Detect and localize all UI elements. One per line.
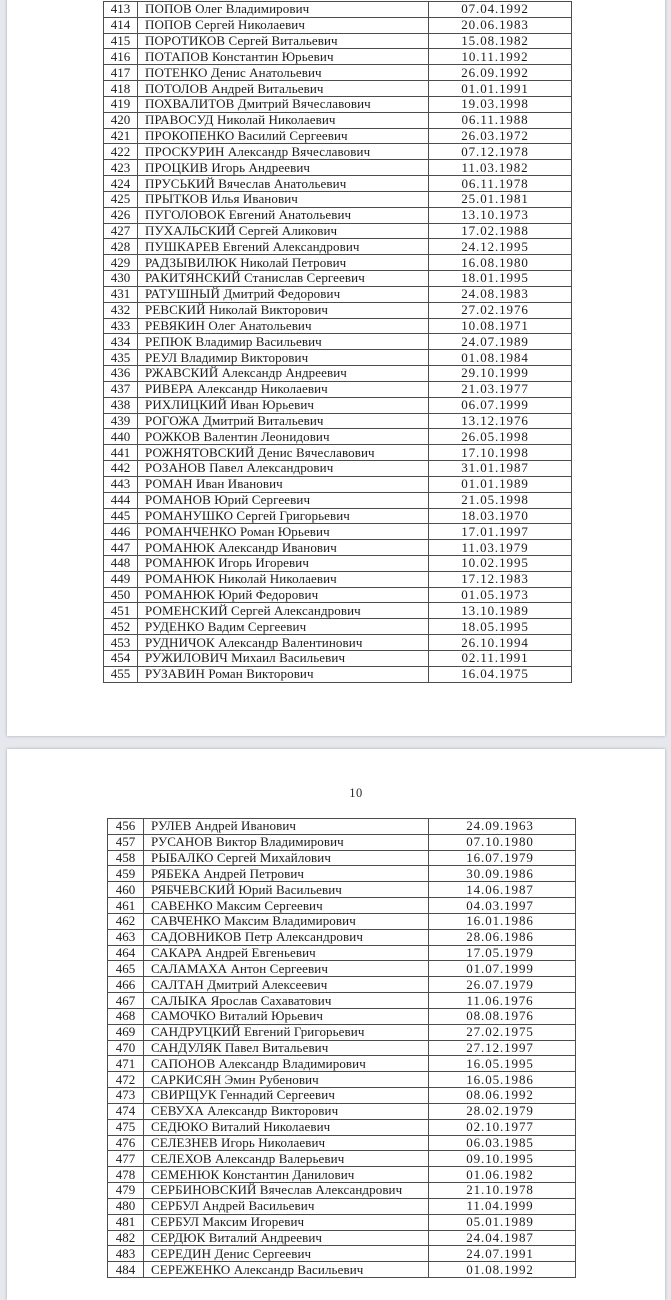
row-number-cell: 477 <box>108 1151 144 1167</box>
table-row <box>104 445 572 461</box>
row-number-cell: 457 <box>108 835 144 851</box>
table-row <box>104 509 572 525</box>
row-dob-cell: 15.08.1982 <box>429 34 572 50</box>
row-dob-cell: 01.05.1973 <box>429 588 572 604</box>
row-number-cell: 476 <box>108 1136 144 1152</box>
row-dob-cell: 16.05.1986 <box>429 1072 576 1088</box>
row-number-cell: 473 <box>108 1088 144 1104</box>
table-row <box>104 239 572 255</box>
row-name-cell: САНДРУЦКИЙ Евгений Григорьевич <box>144 1025 429 1041</box>
row-number-cell: 454 <box>104 651 138 667</box>
table-row <box>104 113 572 129</box>
row-name-cell: РОГОЖА Дмитрий Витальевич <box>138 414 429 430</box>
row-number-cell: 427 <box>104 224 138 240</box>
row-number-cell: 422 <box>104 144 138 160</box>
row-dob-cell: 07.10.1980 <box>429 835 576 851</box>
row-name-cell: САРКИСЯН Эмин Рубенович <box>144 1072 429 1088</box>
table-row <box>108 1009 576 1025</box>
row-name-cell: РАКИТЯНСКИЙ Станислав Сергеевич <box>138 271 429 287</box>
row-number-cell: 472 <box>108 1072 144 1088</box>
row-dob-cell: 30.09.1986 <box>429 866 576 882</box>
row-number-cell: 428 <box>104 239 138 255</box>
row-number-cell: 429 <box>104 255 138 271</box>
row-dob-cell: 27.02.1975 <box>429 1025 576 1041</box>
table-row <box>104 192 572 208</box>
row-dob-cell: 01.08.1992 <box>429 1262 576 1278</box>
table-row <box>104 651 572 667</box>
row-number-cell: 416 <box>104 49 138 65</box>
row-number-cell: 423 <box>104 160 138 176</box>
table-row <box>108 977 576 993</box>
row-name-cell: САПОНОВ Александр Владимирович <box>144 1056 429 1072</box>
row-name-cell: ПУГОЛОВОК Евгений Анатольевич <box>138 208 429 224</box>
table-row <box>104 414 572 430</box>
row-dob-cell: 10.08.1971 <box>429 319 572 335</box>
row-dob-cell: 24.04.1987 <box>429 1231 576 1247</box>
row-name-cell: ПРОСКУРИН Александр Вячеславович <box>138 144 429 160</box>
table-row <box>104 144 572 160</box>
row-number-cell: 479 <box>108 1183 144 1199</box>
row-dob-cell: 24.07.1989 <box>429 334 572 350</box>
row-dob-cell: 13.12.1976 <box>429 414 572 430</box>
pdf-page-2 <box>7 749 665 1300</box>
row-dob-cell: 08.08.1976 <box>429 1009 576 1025</box>
table-row <box>108 898 576 914</box>
row-number-cell: 441 <box>104 445 138 461</box>
row-name-cell: СВИРЩУК Геннадий Сергеевич <box>144 1088 429 1104</box>
row-number-cell: 432 <box>104 303 138 319</box>
row-dob-cell: 01.01.1991 <box>429 81 572 97</box>
table-row <box>104 667 572 683</box>
table-row <box>108 1041 576 1057</box>
row-number-cell: 426 <box>104 208 138 224</box>
row-number-cell: 435 <box>104 350 138 366</box>
row-name-cell: РУДЕНКО Вадим Сергеевич <box>138 619 429 635</box>
row-number-cell: 468 <box>108 1009 144 1025</box>
row-number-cell: 452 <box>104 619 138 635</box>
row-name-cell: САВЕНКО Максим Сергеевич <box>144 898 429 914</box>
table-row <box>108 1136 576 1152</box>
row-name-cell: СЕЛЕХОВ Александр Валерьевич <box>144 1151 429 1167</box>
table-row <box>104 572 572 588</box>
row-dob-cell: 27.12.1997 <box>429 1041 576 1057</box>
row-name-cell: САЛЫКА Ярослав Сахаватович <box>144 993 429 1009</box>
row-number-cell: 443 <box>104 477 138 493</box>
row-dob-cell: 06.11.1978 <box>429 176 572 192</box>
table-row <box>104 382 572 398</box>
row-number-cell: 444 <box>104 493 138 509</box>
table-row <box>104 129 572 145</box>
row-name-cell: СЕРДЮК Виталий Андреевич <box>144 1231 429 1247</box>
row-number-cell: 424 <box>104 176 138 192</box>
row-name-cell: ПРОЦКИВ Игорь Андреевич <box>138 160 429 176</box>
table-row <box>104 224 572 240</box>
row-number-cell: 414 <box>104 18 138 34</box>
row-number-cell: 455 <box>104 667 138 683</box>
row-name-cell: СЕМЕНЮК Константин Данилович <box>144 1167 429 1183</box>
table-row <box>104 18 572 34</box>
row-dob-cell: 18.05.1995 <box>429 619 572 635</box>
row-name-cell: РОМАНЮК Игорь Игоревич <box>138 556 429 572</box>
table-row <box>104 208 572 224</box>
row-number-cell: 461 <box>108 898 144 914</box>
row-number-cell: 478 <box>108 1167 144 1183</box>
table-row <box>104 556 572 572</box>
row-number-cell: 446 <box>104 524 138 540</box>
table-row <box>104 635 572 651</box>
row-dob-cell: 24.09.1963 <box>429 819 576 835</box>
row-name-cell: СЕВУХА Александр Викторович <box>144 1104 429 1120</box>
row-dob-cell: 13.10.1973 <box>429 208 572 224</box>
row-dob-cell: 09.10.1995 <box>429 1151 576 1167</box>
table-row <box>104 2 572 18</box>
row-dob-cell: 16.05.1995 <box>429 1056 576 1072</box>
table-row <box>104 176 572 192</box>
row-name-cell: САКАРА Андрей Евгеньевич <box>144 946 429 962</box>
row-dob-cell: 26.07.1979 <box>429 977 576 993</box>
row-number-cell: 425 <box>104 192 138 208</box>
row-number-cell: 417 <box>104 65 138 81</box>
row-dob-cell: 25.01.1981 <box>429 192 572 208</box>
row-dob-cell: 06.07.1999 <box>429 398 572 414</box>
row-number-cell: 458 <box>108 851 144 867</box>
row-number-cell: 421 <box>104 129 138 145</box>
row-number-cell: 430 <box>104 271 138 287</box>
table-row <box>108 1183 576 1199</box>
row-number-cell: 482 <box>108 1231 144 1247</box>
table-row <box>108 1262 576 1278</box>
row-name-cell: РЫБАЛКО Сергей Михайлович <box>144 851 429 867</box>
row-dob-cell: 24.07.1991 <box>429 1246 576 1262</box>
table-row <box>104 524 572 540</box>
row-number-cell: 418 <box>104 81 138 97</box>
table-row <box>104 271 572 287</box>
row-dob-cell: 08.06.1992 <box>429 1088 576 1104</box>
row-dob-cell: 17.12.1983 <box>429 572 572 588</box>
table-row <box>108 1246 576 1262</box>
row-name-cell: РОМАНЮК Александр Иванович <box>138 540 429 556</box>
row-dob-cell: 19.03.1998 <box>429 97 572 113</box>
row-dob-cell: 16.08.1980 <box>429 255 572 271</box>
row-name-cell: РУЖИЛОВИЧ Михаил Васильевич <box>138 651 429 667</box>
table-row <box>104 461 572 477</box>
row-dob-cell: 31.01.1987 <box>429 461 572 477</box>
table-row <box>104 34 572 50</box>
table-row <box>108 946 576 962</box>
row-number-cell: 436 <box>104 366 138 382</box>
row-dob-cell: 27.02.1976 <box>429 303 572 319</box>
row-name-cell: РОМАН Иван Иванович <box>138 477 429 493</box>
row-dob-cell: 20.06.1983 <box>429 18 572 34</box>
table-row <box>108 866 576 882</box>
row-name-cell: ПРОКОПЕНКО Василий Сергеевич <box>138 129 429 145</box>
table-row <box>108 1167 576 1183</box>
table-row <box>108 1151 576 1167</box>
row-name-cell: РЖАВСКИЙ Александр Андреевич <box>138 366 429 382</box>
row-number-cell: 440 <box>104 429 138 445</box>
table-row <box>104 619 572 635</box>
row-name-cell: РУДНИЧОК Александр Валентинович <box>138 635 429 651</box>
row-name-cell: СЕРБУЛ Максим Игоревич <box>144 1215 429 1231</box>
row-number-cell: 471 <box>108 1056 144 1072</box>
row-dob-cell: 05.01.1989 <box>429 1215 576 1231</box>
row-number-cell: 460 <box>108 882 144 898</box>
row-name-cell: СЕРБУЛ Андрей Васильевич <box>144 1199 429 1215</box>
row-name-cell: РАДЗЫВИЛЮК Николай Петрович <box>138 255 429 271</box>
row-dob-cell: 01.08.1984 <box>429 350 572 366</box>
row-name-cell: ПОТОЛОВ Андрей Витальевич <box>138 81 429 97</box>
table-row <box>104 65 572 81</box>
table-row <box>108 1215 576 1231</box>
table-row <box>104 398 572 414</box>
row-dob-cell: 28.02.1979 <box>429 1104 576 1120</box>
row-dob-cell: 02.11.1991 <box>429 651 572 667</box>
row-name-cell: СЕРЕДИН Денис Сергеевич <box>144 1246 429 1262</box>
table-row <box>108 1120 576 1136</box>
row-number-cell: 481 <box>108 1215 144 1231</box>
table-row <box>108 914 576 930</box>
row-dob-cell: 07.12.1978 <box>429 144 572 160</box>
row-name-cell: РИВЕРА Александр Николаевич <box>138 382 429 398</box>
row-dob-cell: 11.03.1979 <box>429 540 572 556</box>
row-dob-cell: 24.08.1983 <box>429 287 572 303</box>
row-number-cell: 453 <box>104 635 138 651</box>
table-row <box>104 350 572 366</box>
table-row <box>104 319 572 335</box>
row-number-cell: 438 <box>104 398 138 414</box>
row-number-cell: 439 <box>104 414 138 430</box>
row-number-cell: 483 <box>108 1246 144 1262</box>
row-dob-cell: 26.09.1992 <box>429 65 572 81</box>
row-name-cell: РОМЕНСКИЙ Сергей Александрович <box>138 603 429 619</box>
row-name-cell: СЕДЮКО Виталий Николаевич <box>144 1120 429 1136</box>
table-row <box>104 160 572 176</box>
table-row <box>104 97 572 113</box>
row-name-cell: РУЗАВИН Роман Викторович <box>138 667 429 683</box>
table-row <box>104 588 572 604</box>
row-name-cell: РЕВЯКИН Олег Анатольевич <box>138 319 429 335</box>
row-name-cell: ПОРОТИКОВ Сергей Витальевич <box>138 34 429 50</box>
table-row <box>108 993 576 1009</box>
row-dob-cell: 26.05.1998 <box>429 429 572 445</box>
row-name-cell: РОЗАНОВ Павел Александрович <box>138 461 429 477</box>
row-dob-cell: 16.04.1975 <box>429 667 572 683</box>
row-name-cell: РОМАНОВ Юрий Сергеевич <box>138 493 429 509</box>
row-dob-cell: 26.03.1972 <box>429 129 572 145</box>
table-row <box>104 287 572 303</box>
row-name-cell: РЕВСКИЙ Николай Викторович <box>138 303 429 319</box>
row-number-cell: 456 <box>108 819 144 835</box>
row-dob-cell: 17.02.1988 <box>429 224 572 240</box>
table-row <box>108 1056 576 1072</box>
table-row <box>104 366 572 382</box>
row-number-cell: 465 <box>108 961 144 977</box>
row-dob-cell: 04.03.1997 <box>429 898 576 914</box>
row-name-cell: ПОХВАЛИТОВ Дмитрий Вячеславович <box>138 97 429 113</box>
row-dob-cell: 17.05.1979 <box>429 946 576 962</box>
row-dob-cell: 01.06.1982 <box>429 1167 576 1183</box>
roster-table-page-2 <box>107 818 576 1278</box>
row-number-cell: 480 <box>108 1199 144 1215</box>
table-row <box>108 1104 576 1120</box>
row-name-cell: САДОВНИКОВ Петр Александрович <box>144 930 429 946</box>
row-dob-cell: 18.03.1970 <box>429 509 572 525</box>
row-dob-cell: 21.10.1978 <box>429 1183 576 1199</box>
row-dob-cell: 26.10.1994 <box>429 635 572 651</box>
row-number-cell: 467 <box>108 993 144 1009</box>
row-number-cell: 449 <box>104 572 138 588</box>
row-dob-cell: 16.01.1986 <box>429 914 576 930</box>
row-number-cell: 464 <box>108 946 144 962</box>
row-name-cell: РУЛЕВ Андрей Иванович <box>144 819 429 835</box>
row-name-cell: РОЖНЯТОВСКИЙ Денис Вячеславович <box>138 445 429 461</box>
row-dob-cell: 21.03.1977 <box>429 382 572 398</box>
row-dob-cell: 17.10.1998 <box>429 445 572 461</box>
row-dob-cell: 18.01.1995 <box>429 271 572 287</box>
row-name-cell: ПУШКАРЕВ Евгений Александрович <box>138 239 429 255</box>
table-row <box>108 1199 576 1215</box>
row-name-cell: САЛАМАХА Антон Сергеевич <box>144 961 429 977</box>
row-number-cell: 462 <box>108 914 144 930</box>
row-name-cell: САНДУЛЯК Павел Витальевич <box>144 1041 429 1057</box>
table-row <box>108 851 576 867</box>
row-number-cell: 445 <box>104 509 138 525</box>
row-number-cell: 450 <box>104 588 138 604</box>
table-row <box>108 1025 576 1041</box>
row-name-cell: РОМАНЮК Юрий Федорович <box>138 588 429 604</box>
row-dob-cell: 21.05.1998 <box>429 493 572 509</box>
row-name-cell: РЯБЧЕВСКИЙ Юрий Васильевич <box>144 882 429 898</box>
row-dob-cell: 10.11.1992 <box>429 49 572 65</box>
row-number-cell: 431 <box>104 287 138 303</box>
row-dob-cell: 11.04.1999 <box>429 1199 576 1215</box>
row-number-cell: 469 <box>108 1025 144 1041</box>
table-row <box>108 961 576 977</box>
row-number-cell: 419 <box>104 97 138 113</box>
table-row <box>108 1072 576 1088</box>
table-row <box>104 255 572 271</box>
row-name-cell: РИХЛИЦКИЙ Иван Юрьевич <box>138 398 429 414</box>
table-row <box>108 819 576 835</box>
row-name-cell: САЛТАН Дмитрий Алексеевич <box>144 977 429 993</box>
row-dob-cell: 06.03.1985 <box>429 1136 576 1152</box>
row-number-cell: 475 <box>108 1120 144 1136</box>
row-number-cell: 470 <box>108 1041 144 1057</box>
row-name-cell: ПРАВОСУД Николай Николаевич <box>138 113 429 129</box>
row-name-cell: РЕУЛ Владимир Викторович <box>138 350 429 366</box>
table-row <box>104 540 572 556</box>
row-name-cell: СЕРЕЖЕНКО Александр Васильевич <box>144 1262 429 1278</box>
row-number-cell: 442 <box>104 461 138 477</box>
row-name-cell: ПРЫТКОВ Илья Иванович <box>138 192 429 208</box>
table-row <box>104 49 572 65</box>
row-dob-cell: 11.06.1976 <box>429 993 576 1009</box>
table-row <box>108 1088 576 1104</box>
table-row <box>108 1231 576 1247</box>
table-row <box>104 603 572 619</box>
row-name-cell: РЯБЕКА Андрей Петрович <box>144 866 429 882</box>
row-number-cell: 451 <box>104 603 138 619</box>
row-number-cell: 466 <box>108 977 144 993</box>
row-name-cell: РОМАНЧЕНКО Роман Юрьевич <box>138 524 429 540</box>
row-name-cell: РОМАНУШКО Сергей Григорьевич <box>138 509 429 525</box>
pdf-page-1 <box>7 0 665 736</box>
row-name-cell: ПУХАЛЬСКИЙ Сергей Аликович <box>138 224 429 240</box>
row-dob-cell: 06.11.1988 <box>429 113 572 129</box>
row-name-cell: СЕРБИНОВСКИЙ Вячеслав Александрович <box>144 1183 429 1199</box>
row-dob-cell: 02.10.1977 <box>429 1120 576 1136</box>
table-row <box>108 835 576 851</box>
row-number-cell: 463 <box>108 930 144 946</box>
row-number-cell: 459 <box>108 866 144 882</box>
row-name-cell: ПОТАПОВ Константин Юрьевич <box>138 49 429 65</box>
row-number-cell: 434 <box>104 334 138 350</box>
row-dob-cell: 13.10.1989 <box>429 603 572 619</box>
table-row <box>104 81 572 97</box>
row-dob-cell: 16.07.1979 <box>429 851 576 867</box>
row-dob-cell: 24.12.1995 <box>429 239 572 255</box>
row-number-cell: 415 <box>104 34 138 50</box>
row-number-cell: 448 <box>104 556 138 572</box>
row-dob-cell: 14.06.1987 <box>429 882 576 898</box>
row-name-cell: РОМАНЮК Николай Николаевич <box>138 572 429 588</box>
table-row <box>104 303 572 319</box>
row-number-cell: 433 <box>104 319 138 335</box>
row-name-cell: РОЖКОВ Валентин Леонидович <box>138 429 429 445</box>
row-name-cell: РУСАНОВ Виктор Владимирович <box>144 835 429 851</box>
row-name-cell: РАТУШНЫЙ Дмитрий Федорович <box>138 287 429 303</box>
table-row <box>104 334 572 350</box>
row-dob-cell: 17.01.1997 <box>429 524 572 540</box>
row-name-cell: ПОПОВ Сергей Николаевич <box>138 18 429 34</box>
row-number-cell: 474 <box>108 1104 144 1120</box>
row-number-cell: 413 <box>104 2 138 18</box>
row-name-cell: ПРУСЬКИЙ Вячеслав Анатольевич <box>138 176 429 192</box>
row-dob-cell: 29.10.1999 <box>429 366 572 382</box>
row-name-cell: РЕПЮК Владимир Васильевич <box>138 334 429 350</box>
table-row <box>104 429 572 445</box>
row-name-cell: САМОЧКО Виталий Юрьевич <box>144 1009 429 1025</box>
row-dob-cell: 01.01.1989 <box>429 477 572 493</box>
roster-table-page-1 <box>103 1 572 683</box>
row-dob-cell: 28.06.1986 <box>429 930 576 946</box>
row-name-cell: ПОТЕНКО Денис Анатольевич <box>138 65 429 81</box>
row-name-cell: СЕЛЕЗНЕВ Игорь Николаевич <box>144 1136 429 1152</box>
row-name-cell: САВЧЕНКО Максим Владимирович <box>144 914 429 930</box>
row-number-cell: 484 <box>108 1262 144 1278</box>
row-number-cell: 447 <box>104 540 138 556</box>
row-dob-cell: 11.03.1982 <box>429 160 572 176</box>
table-row <box>104 477 572 493</box>
table-row <box>104 493 572 509</box>
row-dob-cell: 01.07.1999 <box>429 961 576 977</box>
row-number-cell: 420 <box>104 113 138 129</box>
page-number: 10 <box>349 786 363 800</box>
row-number-cell: 437 <box>104 382 138 398</box>
table-row <box>108 930 576 946</box>
row-dob-cell: 07.04.1992 <box>429 2 572 18</box>
table-row <box>108 882 576 898</box>
row-name-cell: ПОПОВ Олег Владимирович <box>138 2 429 18</box>
row-dob-cell: 10.02.1995 <box>429 556 572 572</box>
